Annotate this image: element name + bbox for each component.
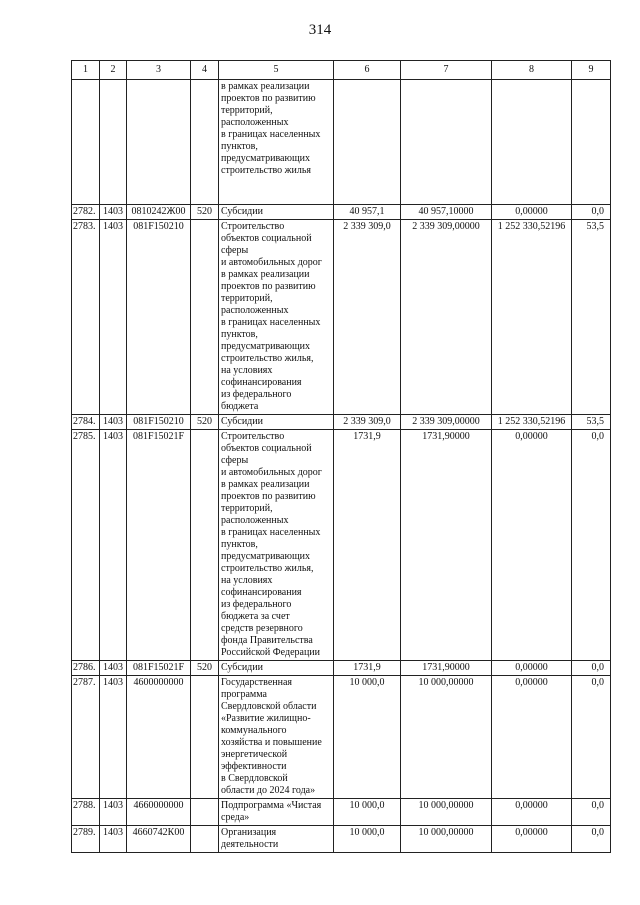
- page-number: 314: [308, 22, 332, 38]
- continuation-text: в рамках реализации проектов по развитию территорий, расположенных в границах населенных пунктов, предусматривающих строительство жилья: [219, 80, 334, 205]
- percent: 53,5: [572, 220, 611, 415]
- table-row: [72, 799, 611, 826]
- header-row: [72, 61, 611, 80]
- approved-amount: 2 339 309,0: [334, 220, 401, 415]
- target-code: 0810242Ж00: [127, 205, 191, 220]
- section-code: 1403: [100, 826, 127, 853]
- item-name: Строительство объектов социальной сферы и автомобильных дорог в рамках реализации проектов по развитию территорий, расположенных в границах населенных пунктов, предусматривающих строительство жилья, на условиях софинансирования из федерального бюджета: [219, 220, 334, 415]
- percent: 0,0: [572, 676, 611, 799]
- executed-amount: 0,00000: [492, 205, 572, 220]
- section-code: 1403: [100, 430, 127, 661]
- executed-amount: 0,00000: [492, 826, 572, 853]
- expense-type: 520: [191, 205, 219, 220]
- target-code: 081F15021F: [127, 661, 191, 676]
- row-number: 2787.: [72, 676, 100, 799]
- amount-col7: 10 000,00000: [401, 676, 492, 799]
- table-row: [72, 676, 611, 799]
- table-row: [72, 205, 611, 220]
- expense-type: [191, 220, 219, 415]
- executed-amount: 0,00000: [492, 676, 572, 799]
- section-code: 1403: [100, 661, 127, 676]
- item-name: Субсидии: [219, 661, 334, 676]
- col-header-7: 7: [401, 61, 492, 80]
- percent: 0,0: [572, 661, 611, 676]
- cell: [401, 80, 492, 205]
- row-number: 2784.: [72, 415, 100, 430]
- col-header-5: 5: [219, 61, 334, 80]
- row-number: 2786.: [72, 661, 100, 676]
- percent: 0,0: [572, 826, 611, 853]
- expense-type: [191, 676, 219, 799]
- expense-type: 520: [191, 415, 219, 430]
- col-header-9: 9: [572, 61, 611, 80]
- approved-amount: 10 000,0: [334, 826, 401, 853]
- section-code: 1403: [100, 799, 127, 826]
- col-header-6: 6: [334, 61, 401, 80]
- cell: [100, 80, 127, 205]
- percent: 0,0: [572, 799, 611, 826]
- item-name: Субсидии: [219, 415, 334, 430]
- section-code: 1403: [100, 205, 127, 220]
- amount-col7: 40 957,10000: [401, 205, 492, 220]
- target-code: 4600000000: [127, 676, 191, 799]
- expense-type: [191, 799, 219, 826]
- executed-amount: 0,00000: [492, 661, 572, 676]
- row-number: 2782.: [72, 205, 100, 220]
- executed-amount: 1 252 330,52196: [492, 220, 572, 415]
- executed-amount: 1 252 330,52196: [492, 415, 572, 430]
- col-header-3: 3: [127, 61, 191, 80]
- amount-col7: 10 000,00000: [401, 799, 492, 826]
- col-header-4: 4: [191, 61, 219, 80]
- approved-amount: 10 000,0: [334, 676, 401, 799]
- approved-amount: 1731,9: [334, 430, 401, 661]
- amount-col7: 1731,90000: [401, 430, 492, 661]
- table-row: [72, 430, 611, 661]
- approved-amount: 1731,9: [334, 661, 401, 676]
- row-number: 2783.: [72, 220, 100, 415]
- expense-type: [191, 826, 219, 853]
- item-name: Подпрограмма «Чистая среда»: [219, 799, 334, 826]
- cell: [72, 80, 100, 205]
- target-code: 081F150210: [127, 220, 191, 415]
- item-name: Строительство объектов социальной сферы и автомобильных дорог в рамках реализации проектов по развитию территорий, расположенных в границах населенных пунктов, предусматривающих строительство жилья, на условиях софинансирования из федерального бюджета за счет средств резервного фонда Правительства Российской Федерации: [219, 430, 334, 661]
- row-number: 2788.: [72, 799, 100, 826]
- row-number: 2785.: [72, 430, 100, 661]
- cell: [334, 80, 401, 205]
- row-number: 2789.: [72, 826, 100, 853]
- item-name: Субсидии: [219, 205, 334, 220]
- target-code: 4660000000: [127, 799, 191, 826]
- target-code: 4660742К00: [127, 826, 191, 853]
- percent: 53,5: [572, 415, 611, 430]
- budget-table: [71, 60, 611, 853]
- section-code: 1403: [100, 676, 127, 799]
- percent: 0,0: [572, 205, 611, 220]
- section-code: 1403: [100, 415, 127, 430]
- target-code: 081F15021F: [127, 430, 191, 661]
- col-header-1: 1: [72, 61, 100, 80]
- target-code: 081F150210: [127, 415, 191, 430]
- expense-type: 520: [191, 661, 219, 676]
- section-code: 1403: [100, 220, 127, 415]
- approved-amount: 10 000,0: [334, 799, 401, 826]
- amount-col7: 1731,90000: [401, 661, 492, 676]
- table-row: [72, 220, 611, 415]
- amount-col7: 10 000,00000: [401, 826, 492, 853]
- item-name: Организация деятельности: [219, 826, 334, 853]
- amount-col7: 2 339 309,00000: [401, 220, 492, 415]
- cell: [492, 80, 572, 205]
- executed-amount: 0,00000: [492, 799, 572, 826]
- cell: [127, 80, 191, 205]
- expense-type: [191, 430, 219, 661]
- table-row: [72, 826, 611, 853]
- table-row: [72, 661, 611, 676]
- approved-amount: 40 957,1: [334, 205, 401, 220]
- approved-amount: 2 339 309,0: [334, 415, 401, 430]
- executed-amount: 0,00000: [492, 430, 572, 661]
- table-row: [72, 415, 611, 430]
- amount-col7: 2 339 309,00000: [401, 415, 492, 430]
- col-header-8: 8: [492, 61, 572, 80]
- continuation-row: [72, 80, 611, 205]
- percent: 0,0: [572, 430, 611, 661]
- cell: [572, 80, 611, 205]
- col-header-2: 2: [100, 61, 127, 80]
- item-name: Государственная программа Свердловской области «Развитие жилищно- коммунального хозяйства и повышение энергетической эффективности в Свердловской области до 2024 года»: [219, 676, 334, 799]
- cell: [191, 80, 219, 205]
